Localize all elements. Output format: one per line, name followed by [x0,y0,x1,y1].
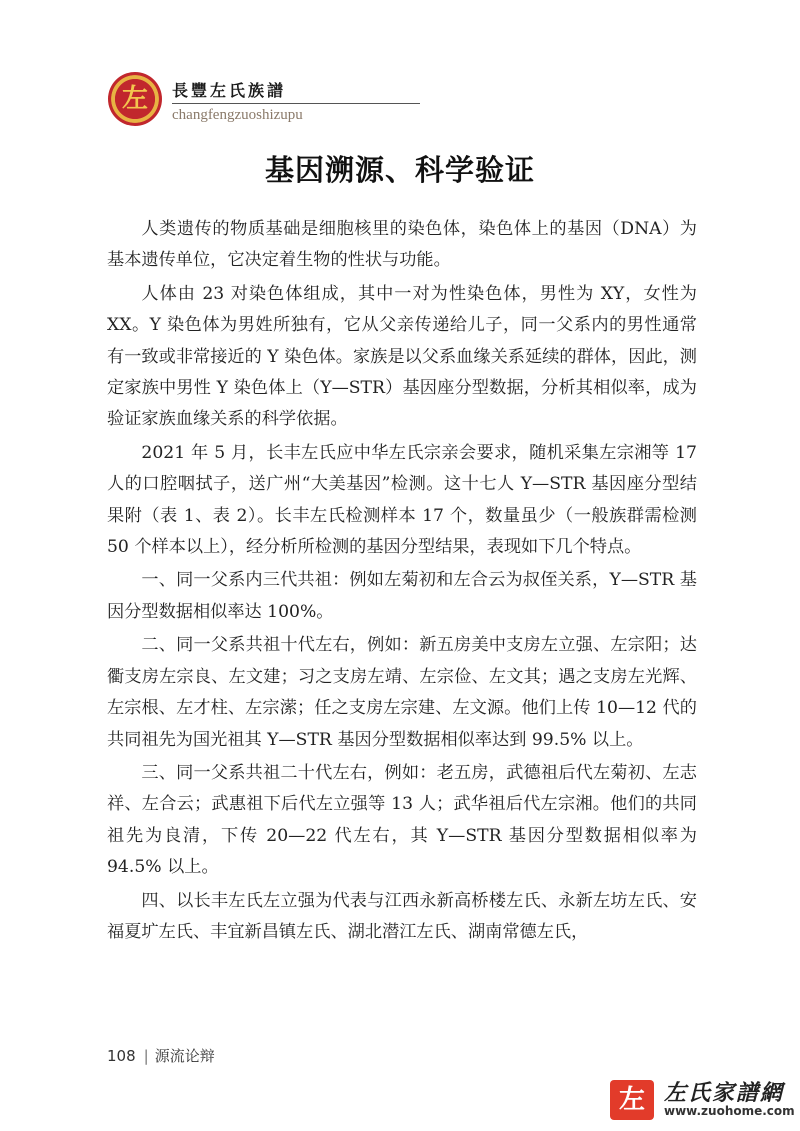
book-subtitle: changfengzuoshizupu [172,107,303,123]
section-name: 源流论辩 [154,1047,215,1065]
book-title: 長豐左氏族譜 [172,81,287,100]
paragraph: 三、同一父系共祖二十代左右，例如：老五房，武德祖后代左菊初、左志祥、左合云；武惠祖下后代左立强等 13 人；武华祖后代左宗湘。他们的共同祖先为良清，下传 20—22 代左右，其 Y—STR 基因分型数据相似率为 94.5% 以上。 [107,762,697,878]
paragraph: 人类遗传的物质基础是细胞核里的染色体，染色体上的基因（DNA）为基本遗传单位，它决定着生物的性状与功能。 [107,219,697,271]
watermark-logo [610,1080,654,1120]
paragraph: 一、同一父系内三代共祖：例如左菊初和左合云为叔侄关系，Y—STR 基因分型数据相似率达 100%。 [107,570,697,622]
paragraph: 人体由 23 对染色体组成，其中一对为性染色体，男性为 XY，女性为 XX。Y 染色体为男姓所独有，它从父亲传递给儿子，同一父系内的男性通常有一致或非常接近的 Y 染色体。家族是以父系血缘关系延续的群体，因此，测定家族中男性 Y 染色体上（Y—STR）基因座分型数据，分析其相似率，成为验证家族血缘关系的科学依据。 [107,283,697,430]
watermark-logo-glyph: 左 [618,1085,645,1115]
page-footer [107,1045,215,1066]
clan-logo-glyph: 左 [121,84,148,114]
paragraph: 四、以长丰左氏左立强为代表与江西永新高桥楼左氏、永新左坊左氏、安福夏圹左氏、丰宜新昌镇左氏、湖北潜江左氏、湖南常德左氏， [107,890,697,942]
article-body [107,214,697,950]
watermark-url: www.zuohome.com [664,1104,795,1118]
header-divider [172,103,420,104]
footer-separator: | [143,1047,149,1065]
watermark-name: 左氏家譜網 [664,1080,785,1106]
paragraph: 二、同一父系共祖十代左右，例如：新五房美中支房左立强、左宗阳；达衢支房左宗良、左文建；习之支房左靖、左宗俭、左文其；遇之支房左光辉、左宗根、左才柱、左宗潆；任之支房左宗建、左文源。他们上传 10—12 代的共同祖先为国光祖其 Y—STR 基因分型数据相似率达到 99.5% 以上。 [107,635,697,750]
page-title: 基因溯源、科学验证 [264,153,535,187]
paragraph: 2021 年 5 月，长丰左氏应中华左氏宗亲会要求，随机采集左宗湘等 17 人的口腔咽拭子，送广州“大美基因”检测。这十七人 Y—STR 基因座分型结果附（表 1、表 2）。长丰左氏检测样本 17 个，数量虽少（一般族群需检测 50 个样本以上），经分析所检测的基因分型结果，表现如下几个特点。 [107,442,697,558]
page-number: 108 [107,1047,136,1065]
book-header [108,72,328,132]
